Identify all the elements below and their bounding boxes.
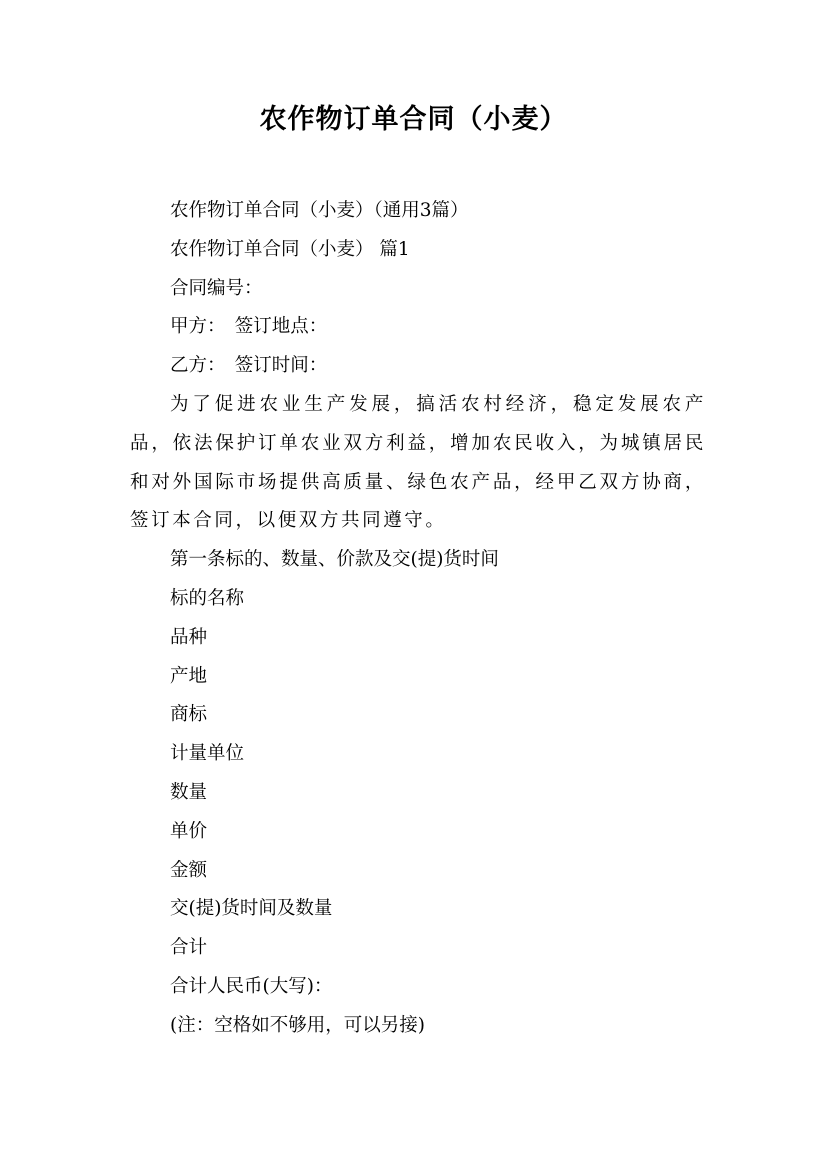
text-line-item: 数量 — [170, 781, 208, 803]
text-line-item: 金额 — [170, 859, 208, 881]
text-line-item: 单价 — [170, 820, 208, 842]
text-line-article-1: 第一条标的、数量、价款及交(提)货时间 — [170, 549, 499, 571]
text-line-party-a: 甲方： 签订地点： — [170, 316, 328, 338]
text-line-item: 产地 — [170, 665, 208, 687]
text-line-party-b: 乙方： 签订时间： — [170, 355, 328, 377]
text-line-item: 品种 — [170, 626, 208, 648]
document-body — [130, 192, 706, 1046]
text-line-item: 合计 — [170, 937, 208, 959]
text-line-item: 标的名称 — [170, 587, 245, 609]
text-line-item: 交(提)货时间及数量 — [170, 898, 333, 920]
text-line-section-heading: 农作物订单合同（小麦） 篇1 — [170, 238, 410, 260]
text-line-item: 合计人民币(大写)： — [170, 975, 333, 997]
document-title: 农作物订单合同（小麦） — [259, 104, 568, 135]
text-line-subtitle: 农作物订单合同（小麦）（通用3篇） — [170, 200, 469, 221]
text-line-note: (注：空格如不够用，可以另接) — [170, 1014, 425, 1036]
text-line-item: 商标 — [170, 704, 208, 726]
text-paragraph-preamble: 为了促进农业生产发展，搞活农村经济，稳定发展农产品，依法保护订单农业双方利益，增加农民收入，为城镇居民和对外国际市场提供高质量、绿色农产品，经甲乙双方协商，签订本合同，以便双方共同遵守。 — [130, 393, 706, 532]
text-line-contract-number: 合同编号： — [170, 277, 263, 299]
text-line-item: 计量单位 — [170, 743, 245, 765]
